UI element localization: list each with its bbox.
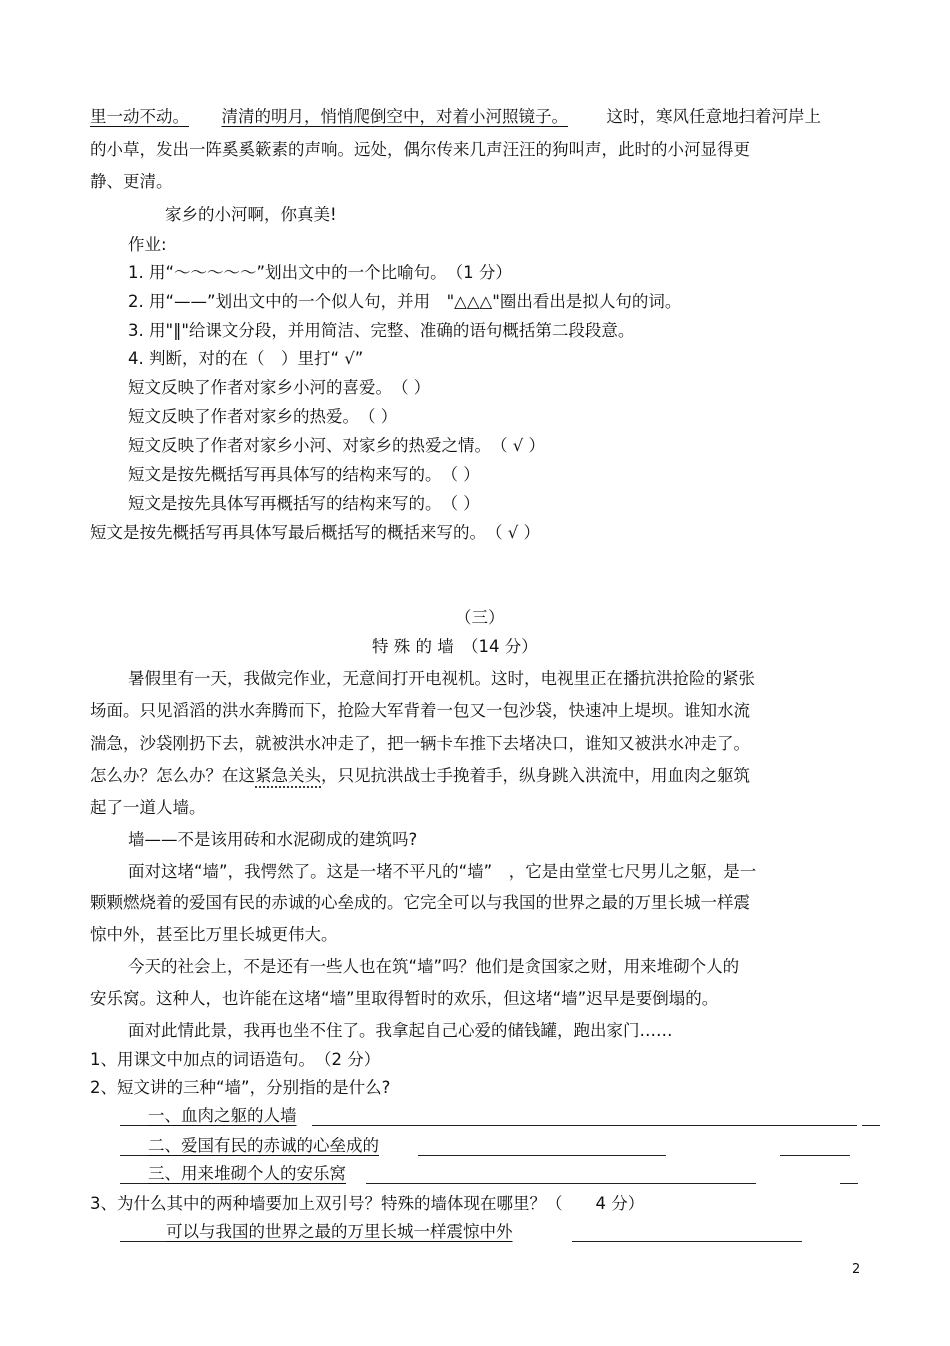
story-line: 墙——不是该用砖和水泥砌成的建筑吗?: [128, 830, 418, 849]
story-line: 面对此情此景，我再也坐不住了。我拿起自己心爱的储钱罐，跑出家门……: [128, 1021, 673, 1040]
answer-line: [418, 1155, 666, 1156]
passage-closing: 家乡的小河啊，你真美!: [165, 205, 337, 224]
story-line: 今天的社会上，不是还有一些人也在筑“墙”吗？他们是贪国家之财，用来堆砌个人的: [128, 957, 740, 976]
homework-q2: 2. 用“——”划出文中的一个似人句，并用 "△△△"圈出看出是拟人句的词。: [128, 292, 682, 311]
story-line: 安乐窝。这种人，也许能在这堵“墙”里取得暂时的欢乐，但这堵“墙”迟早是要倒塌的。: [90, 989, 719, 1008]
answer-2: 二、爱国有民的赤诚的心垒成的: [148, 1136, 379, 1155]
question-1: 1、用课文中加点的词语造句。 （2 分）: [90, 1050, 381, 1069]
judge-option: 短文是按先具体写再概括写的结构来写的。 （ ）: [128, 494, 480, 513]
answer-line: [120, 1125, 148, 1126]
section-title: 特 殊 的 墙 （14 分）: [372, 637, 538, 656]
story-line: 颗颗燃烧着的爱国有民的赤诚的心垒成的。它完全可以与我国的世界之最的万里长城一样震: [90, 893, 750, 912]
answer-line: [572, 1241, 802, 1242]
answer-1: 一、血肉之躯的人墙: [148, 1106, 297, 1125]
answer-line: [366, 1183, 756, 1184]
homework-q1: 1. 用“～～～～～”划出文中的一个比喻句。 （1 分）: [128, 263, 512, 282]
answer-line: [312, 1125, 857, 1126]
answer-line: [120, 1241, 166, 1242]
answer-line: [120, 1183, 148, 1184]
answer-3: 三、用来堆砌个人的安乐窝: [148, 1164, 346, 1183]
homework-q3: 3. 用"‖"给课文分段，并用简洁、完整、准确的语句概括第二段段意。: [128, 321, 635, 340]
passage-line-2: 的小草，发出一阵奚奚簌素的声响。远处，偶尔传来几声汪汪的狗叫声，此时的小河显得更: [90, 140, 750, 159]
question-3: 3、为什么其中的两种墙要加上双引号？特殊的墙体现在哪里？（ 4 分）: [90, 1194, 645, 1213]
judge-option: 短文是按先概括写再具体写最后概括写的概括来写的。 （ √ ）: [90, 523, 541, 542]
question-2: 2、短文讲的三种“墙”，分别指的是什么?: [90, 1078, 391, 1097]
story-line: [90, 765, 750, 787]
answer-line: [862, 1125, 880, 1126]
answer-line: [780, 1155, 850, 1156]
answer-line: [120, 1155, 148, 1156]
passage-line-1: [90, 106, 821, 128]
page-number: 2: [852, 1262, 861, 1277]
story-text: 怎么办？怎么办？在这: [90, 766, 255, 785]
homework-title: 作业:: [128, 235, 167, 254]
passage-text: 里一动不动。: [90, 107, 189, 126]
homework-q4: 4. 判断，对的在（ ）里打“ √”: [128, 349, 364, 368]
judge-option: 短文反映了作者对家乡小河、对家乡的热爱之情。 （ √ ）: [128, 436, 546, 455]
story-line: 暑假里有一天，我做完作业，无意间打开电视机。这时，电视里正在播抗洪抢险的紧张: [128, 669, 755, 688]
story-line: 湍急，沙袋刚扔下去，就被洪水冲走了，把一辆卡车推下去堵决口，谁知又被洪水冲走了。: [90, 734, 750, 753]
judge-option: 短文是按先概括写再具体写的结构来写的。 （ ）: [128, 465, 480, 484]
passage-line-3: 静、更清。: [90, 172, 173, 191]
story-line: 面对这堵“墙”，我愕然了。这是一堵不平凡的“墙” ，它是由堂堂七尺男儿之躯，是一: [128, 862, 757, 881]
story-line: 惊中外，甚至比万里长城更伟大。: [90, 925, 338, 944]
dotted-phrase: 紧急关头: [255, 766, 321, 785]
judge-option: 短文反映了作者对家乡的热爱。 （ ）: [128, 407, 398, 426]
section-number: （三）: [455, 608, 505, 627]
passage-text: 清清的明月，悄悄爬倒空中，对着小河照镜子。: [221, 107, 568, 126]
story-text: ，只见抗洪战士手挽着手，纵身跳入洪流中，用血肉之躯筑: [321, 766, 750, 785]
story-line: 起了一道人墙。: [90, 798, 206, 817]
story-line: 场面。只见滔滔的洪水奔腾而下，抢险大军背着一包又一包沙袋，快速冲上堤坝。谁知水流: [90, 701, 750, 720]
passage-text: 这时，寒风任意地扫着河岸上: [606, 107, 821, 126]
judge-option: 短文反映了作者对家乡小河的喜爱。 （ ）: [128, 378, 431, 397]
answer-line: [840, 1183, 858, 1184]
answer-4: 可以与我国的世界之最的万里长城一样震惊中外: [166, 1222, 513, 1241]
